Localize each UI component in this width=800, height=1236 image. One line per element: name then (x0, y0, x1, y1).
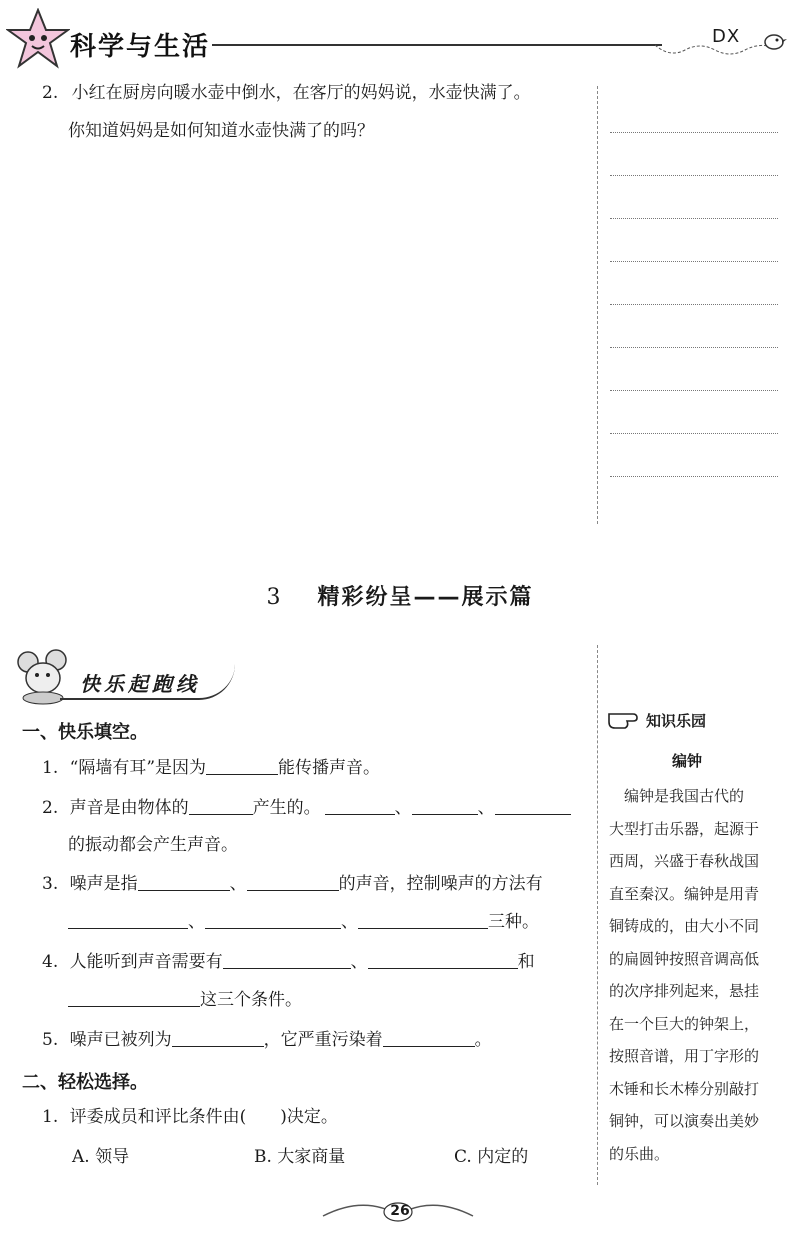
answer-blank[interactable] (325, 796, 395, 815)
item-text: 的声音，控制噪声的方法有 (338, 874, 543, 894)
knowledge-line: 铜铸成的，由大小不同 (609, 917, 760, 935)
item-text: “隔墙有耳”是因为 (69, 758, 207, 778)
answer-blank[interactable] (68, 988, 200, 1007)
banner-label-box (60, 664, 235, 700)
knowledge-body (609, 780, 789, 1170)
answer-line (610, 261, 778, 262)
item-text: 。 (474, 1030, 492, 1050)
answer-blank[interactable] (495, 796, 571, 815)
choice-option-a[interactable]: A. 领导 (72, 1147, 130, 1167)
fill-item-2-line2: 的振动都会产生声音。 (68, 835, 238, 855)
knowledge-line: 的乐曲。 (609, 1144, 670, 1163)
answer-line (610, 433, 778, 434)
banner-label: 快乐起跑线 (80, 672, 200, 696)
item-text: 、 (394, 798, 412, 818)
item-text: 、 (477, 798, 495, 818)
header-title: 科学与生活 (70, 32, 211, 62)
item-number: 4. (42, 952, 59, 972)
item-text: 产生的。 (252, 798, 321, 818)
chapter-number: 3 (266, 585, 281, 610)
item-text: ，它严重污染着 (263, 1030, 383, 1050)
knowledge-line: 的次序排列起来，悬挂 (609, 982, 760, 1000)
item-text: 这三个条件。 (200, 990, 302, 1010)
answer-blank[interactable] (223, 950, 351, 969)
item-text: 、 (341, 912, 358, 932)
answer-line (610, 347, 778, 348)
item-text: 和 (517, 952, 535, 972)
item-text: 声音是由物体的 (69, 798, 189, 818)
answer-blank[interactable] (172, 1028, 264, 1047)
answer-blank[interactable] (205, 910, 341, 929)
choice-heading: 二、轻松选择。 (22, 1072, 148, 1093)
question-number: 2. (42, 83, 59, 103)
choice-option-b[interactable]: B. 大家商量 (254, 1147, 346, 1167)
fill-item-3-line2 (68, 910, 539, 933)
mascot-star-icon (6, 8, 70, 70)
choice-question-1 (42, 1106, 338, 1128)
fill-item-5 (42, 1028, 492, 1051)
choice-option-c[interactable]: C. 内定的 (454, 1147, 529, 1167)
page-number: 26 (390, 1203, 410, 1219)
answer-blank[interactable] (189, 796, 253, 815)
header-rule (212, 44, 662, 46)
knowledge-line: 的扁圆钟按照音调高低 (609, 949, 760, 968)
knowledge-line: 铜钟，可以演奏出美妙 (609, 1112, 760, 1130)
chapter-title: 精彩纷呈——展示篇 (317, 585, 534, 610)
knowledge-title: 编钟 (672, 752, 703, 770)
item-text: 、 (229, 874, 247, 894)
item-number: 5. (42, 1030, 59, 1050)
answer-blank[interactable] (138, 872, 230, 891)
answer-line (610, 390, 778, 391)
pointing-hand-icon (607, 706, 647, 732)
fill-item-3-line1 (42, 872, 543, 895)
item-text: 能传播声音。 (278, 758, 381, 778)
knowledge-line: 按照音谱，用丁字形的 (609, 1047, 760, 1065)
item-text: 、 (188, 912, 205, 932)
fill-item-1 (42, 756, 380, 779)
fill-item-4-line2 (68, 988, 302, 1011)
item-text: 噪声已被列为 (69, 1030, 172, 1050)
answer-line (610, 132, 778, 133)
question-text: 小红在厨房向暖水壶中倒水，在客厅的妈妈说，水壶快满了。 (71, 83, 531, 103)
item-text: 人能听到声音需要有 (69, 952, 223, 972)
upper-divider (597, 86, 598, 524)
item-number: 2. (42, 798, 59, 818)
knowledge-line: 直至秦汉。编钟是用青 (609, 884, 760, 903)
item-text: 噪声是指 (69, 874, 138, 894)
knowledge-line: 木锤和长木棒分别敲打 (609, 1079, 760, 1098)
fill-item-4-line1 (42, 950, 535, 973)
item-number: 1. (42, 758, 59, 778)
answer-blank[interactable] (412, 796, 478, 815)
answer-line (610, 218, 778, 219)
item-number: 1. (42, 1107, 59, 1127)
lower-divider (597, 645, 598, 1185)
answer-line (610, 476, 778, 477)
knowledge-line: 大型打击乐器，起源于 (609, 819, 760, 838)
item-text: 、 (350, 952, 368, 972)
question-2-line2: 你知道妈妈是如何知道水壶快满了的吗？ (68, 121, 374, 141)
knowledge-line: 编钟是我国古代的 (609, 787, 745, 805)
question-2-line1 (42, 82, 531, 104)
item-text: 三种。 (488, 912, 539, 932)
header-code: DX (712, 26, 741, 47)
answer-blank[interactable] (247, 872, 339, 891)
header-bird-icon (760, 26, 788, 54)
header (0, 0, 800, 80)
answer-blank[interactable] (68, 910, 188, 929)
chapter-heading (0, 580, 800, 611)
fill-heading: 一、快乐填空。 (22, 722, 148, 743)
knowledge-line: 在一个巨大的钟架上， (609, 1014, 760, 1033)
answer-blank[interactable] (383, 1028, 475, 1047)
answer-blank[interactable] (206, 756, 278, 775)
knowledge-line: 西周，兴盛于春秋战国 (609, 852, 760, 870)
answer-line (610, 175, 778, 176)
fill-item-2-line1 (42, 796, 571, 819)
answer-line (610, 304, 778, 305)
answer-blank[interactable] (368, 950, 518, 969)
item-number: 3. (42, 874, 59, 894)
knowledge-label: 知识乐园 (646, 712, 707, 730)
answer-blank[interactable] (358, 910, 488, 929)
question-stem: 评委成员和评比条件由( )决定。 (69, 1107, 338, 1127)
